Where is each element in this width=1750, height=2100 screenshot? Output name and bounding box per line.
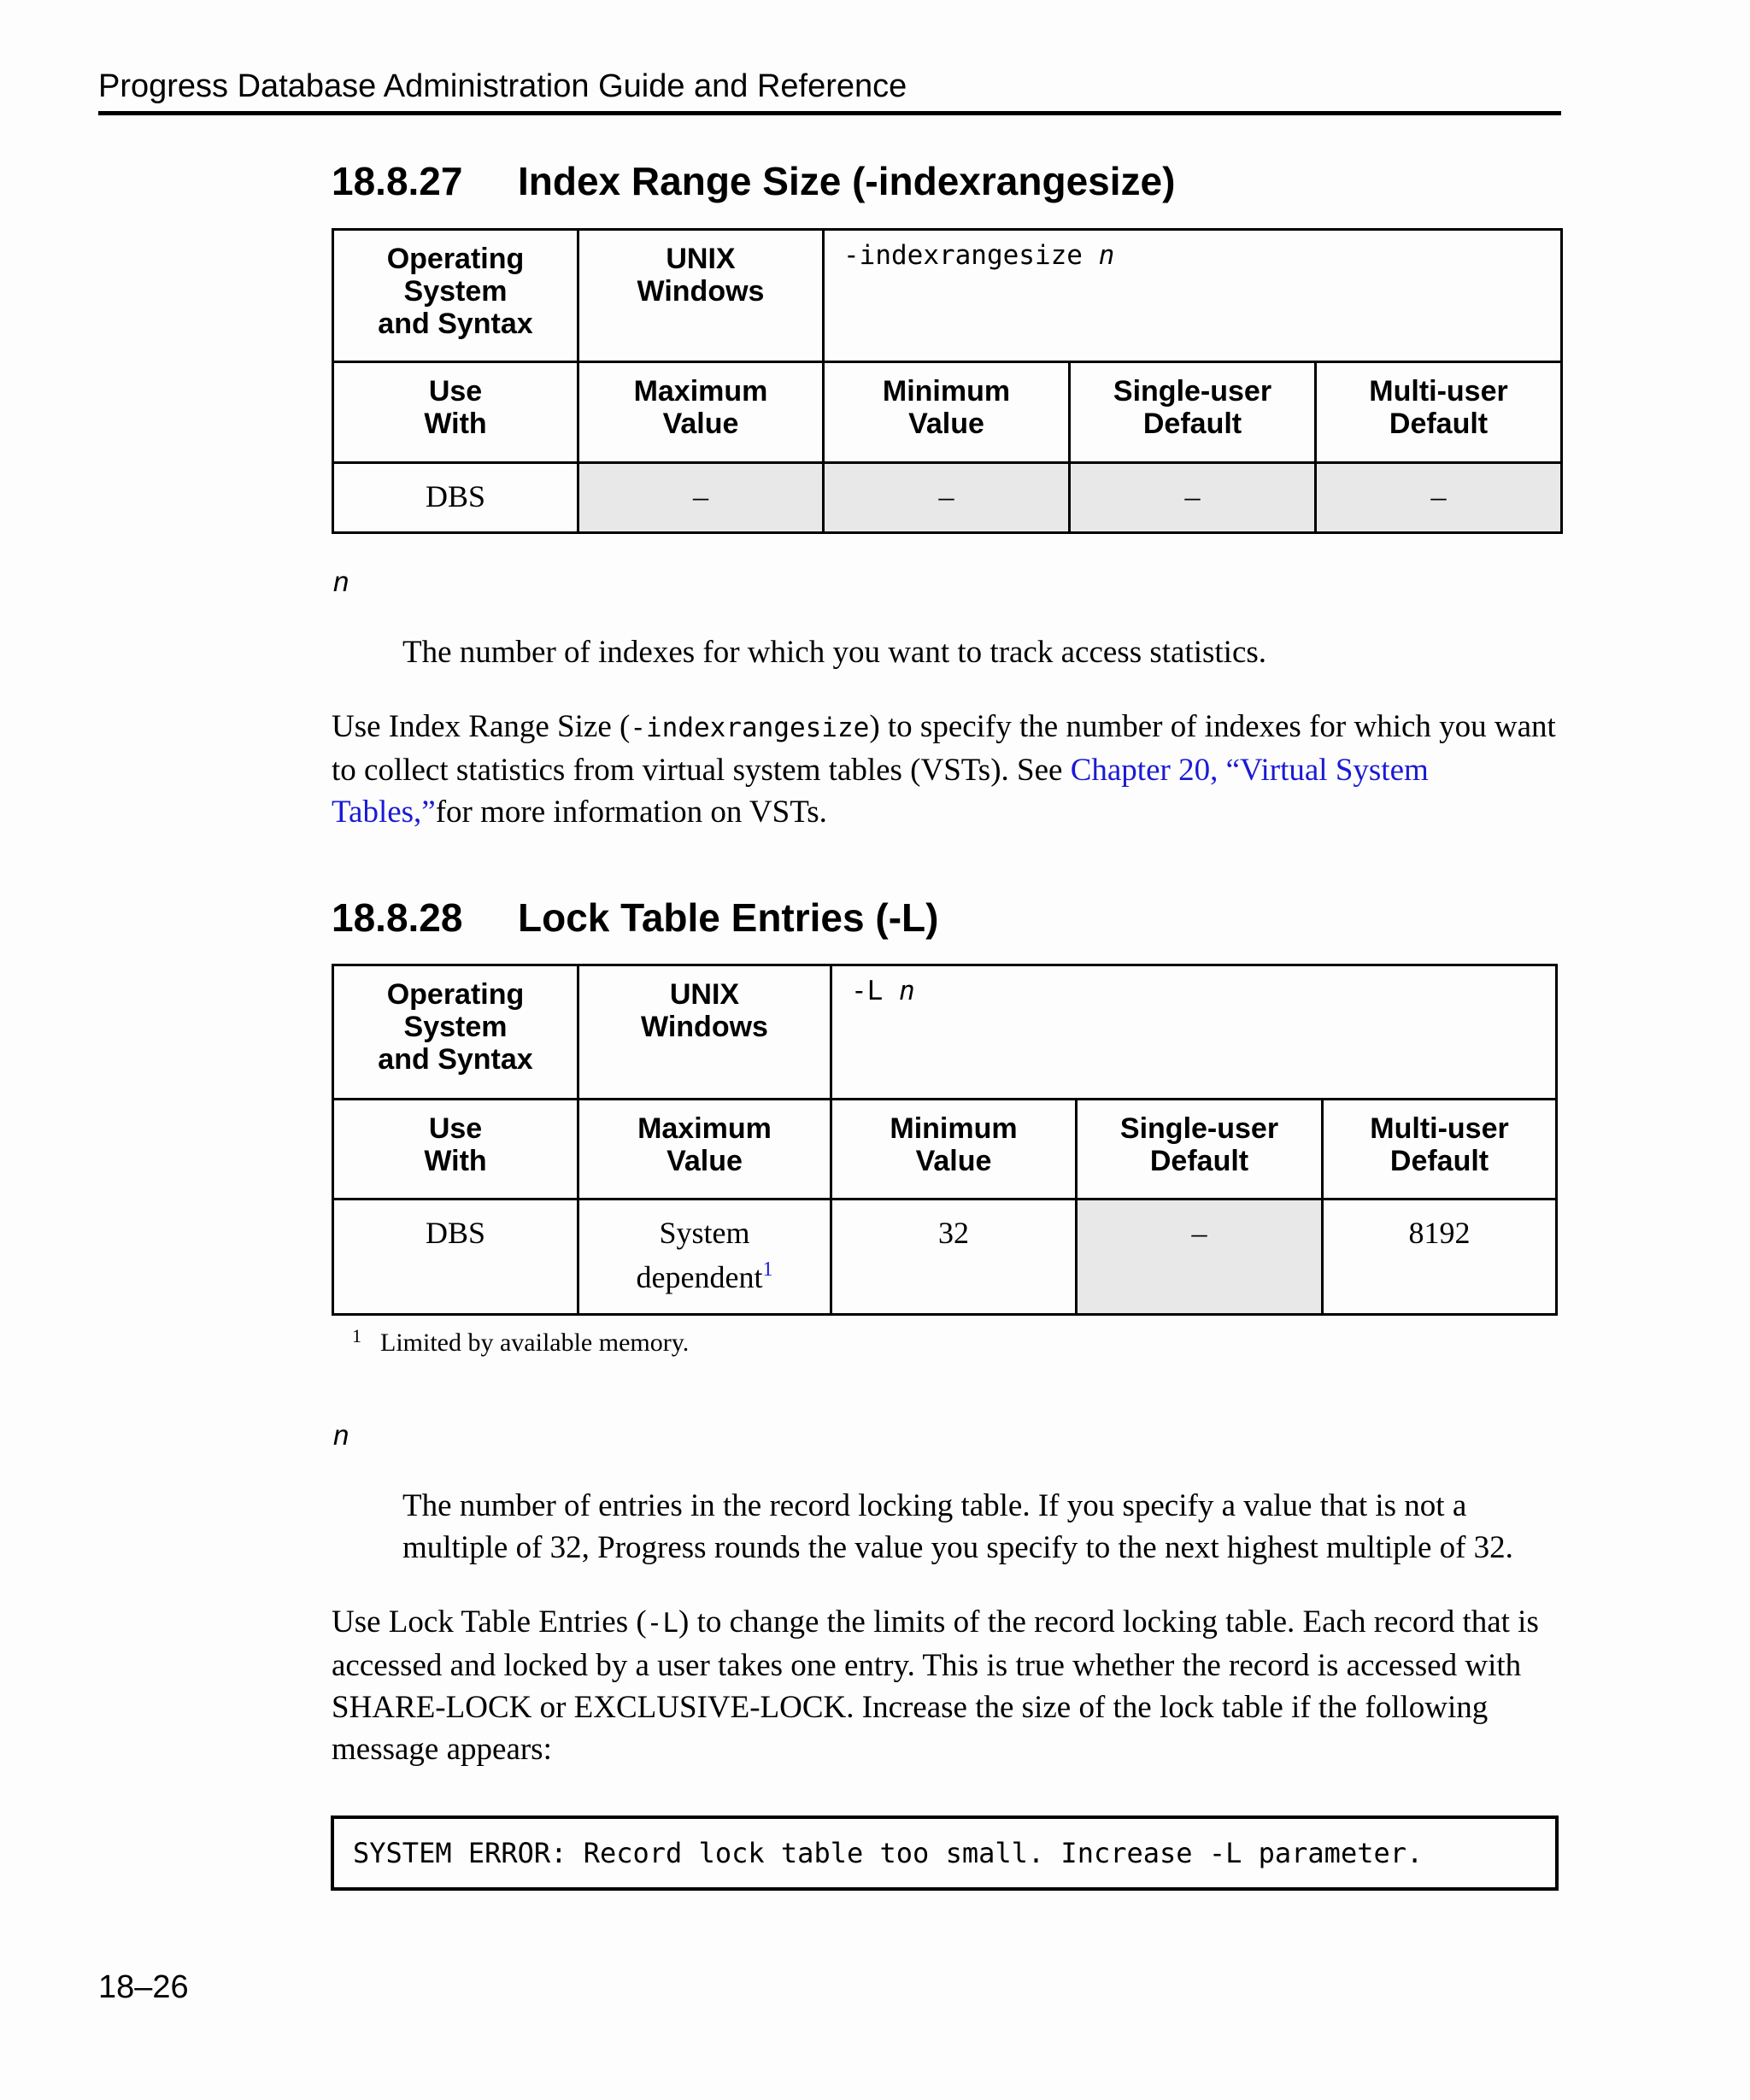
running-header: Progress Database Administration Guide and Reference xyxy=(98,68,907,104)
inline-code: -indexrangesize xyxy=(630,713,870,743)
os-syntax-label: Operating System and Syntax xyxy=(333,230,578,362)
section-heading-indexrangesize xyxy=(332,158,1175,204)
cell-minimum-value: 32 xyxy=(831,1200,1077,1315)
param-description: The number of indexes for which you want to track access statistics. xyxy=(402,635,1267,670)
error-message-box: SYSTEM ERROR: Record lock table too small. Increase -L parameter. xyxy=(331,1816,1559,1891)
header-use-with: Use With xyxy=(333,1100,578,1200)
header-minimum-value: Minimum Value xyxy=(831,1100,1077,1200)
inline-code: -L xyxy=(646,1608,678,1639)
body-paragraph: Use Index Range Size (-indexrangesize) to specify the number of indexes for which you want to collect statistics from virtual system tables (VSTs). See Chapter 20, “Virtual System Tables,”for more information on VSTs. xyxy=(332,709,1556,830)
os-syntax-label: Operating System and Syntax xyxy=(333,965,578,1100)
section-heading-lock-table-entries xyxy=(332,895,938,941)
cell-single-user-default: – xyxy=(1077,1200,1323,1315)
os-values: UNIX Windows xyxy=(578,230,824,362)
chapter-link[interactable]: Chapter 20, “Virtual System Tables,” xyxy=(332,753,1429,830)
os-values: UNIX Windows xyxy=(578,965,831,1100)
page-number: 18–26 xyxy=(98,1969,189,2005)
header-maximum-value: Maximum Value xyxy=(578,1100,831,1200)
cell-maximum-value: System dependent$^1$ xyxy=(578,1200,831,1315)
syntax-cell: -L n xyxy=(831,965,1557,1100)
header-minimum-value: Minimum Value xyxy=(824,362,1070,463)
footnote-mark: 1 xyxy=(352,1325,361,1346)
section-number: 18.8.27 xyxy=(332,159,463,203)
header-single-user-default: Single-user Default xyxy=(1077,1100,1323,1200)
footnote-ref[interactable]: 1 xyxy=(762,1258,773,1281)
section-number: 18.8.28 xyxy=(332,895,463,940)
header-maximum-value: Maximum Value xyxy=(578,362,824,463)
syntax-cell: -indexrangesize n xyxy=(824,230,1562,362)
cell-maximum-value: – xyxy=(578,463,824,533)
header-single-user-default: Single-user Default xyxy=(1070,362,1316,463)
param-name: n xyxy=(333,1419,349,1451)
cell-use-with: DBS xyxy=(333,1200,578,1315)
section-title: Lock Table Entries (-L) xyxy=(518,895,939,940)
footnote xyxy=(352,1325,690,1358)
body-paragraph: Use Lock Table Entries (-L) to change the limits of the record locking table. Each record that is accessed and locked by a user takes one entry. This is true whether the record is accessed with SHARE-LOCK or EXCLUSIVE-LOCK. Increase the size of the lock table if the following message appears: xyxy=(332,1604,1539,1767)
header-rule xyxy=(98,111,1561,115)
parameter-table-lock-table-entries xyxy=(332,964,1558,1316)
footnote-text: Limited by available memory. xyxy=(380,1329,690,1357)
cell-multi-user-default: – xyxy=(1316,463,1562,533)
cell-minimum-value: – xyxy=(824,463,1070,533)
param-name: n xyxy=(333,566,349,597)
cell-single-user-default: – xyxy=(1070,463,1316,533)
parameter-table-indexrangesize xyxy=(332,228,1563,534)
header-multi-user-default: Multi-user Default xyxy=(1316,362,1562,463)
header-use-with: Use With xyxy=(333,362,578,463)
header-multi-user-default: Multi-user Default xyxy=(1323,1100,1557,1200)
section-title: Index Range Size (-indexrangesize) xyxy=(518,159,1176,203)
cell-use-with: DBS xyxy=(333,463,578,533)
param-description: The number of entries in the record locking table. If you specify a value that is not a multiple of 32, Progress rounds the value you specify to the next highest multiple of 32. xyxy=(402,1488,1513,1565)
cell-multi-user-default: 8192 xyxy=(1323,1200,1557,1315)
